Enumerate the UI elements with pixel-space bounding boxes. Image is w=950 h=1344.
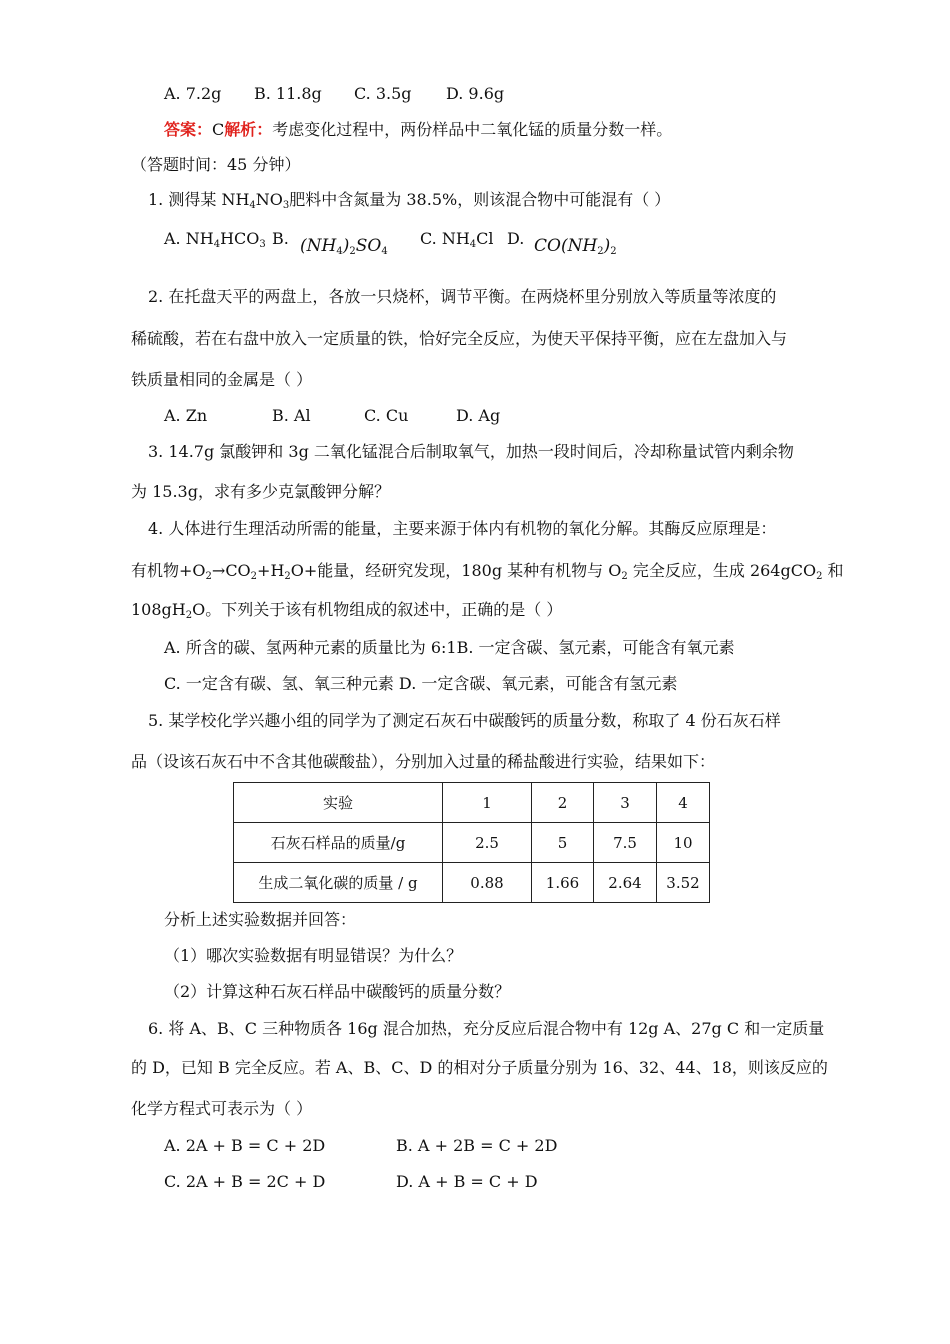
q0-option-a: A. 7.2g (164, 84, 222, 103)
q3-line-1: 3. 14.7g 氯酸钾和 3g 二氧化锰混合后制取氧气，加热一段时间后，冷却称量试管内剩余物 (148, 442, 794, 461)
answer-value: C (212, 120, 225, 139)
q6-line-3: 化学方程式可表示为（ ） (131, 1099, 313, 1118)
table-cell: 0.88 (443, 863, 532, 903)
q6-option-d: D. A + B = C + D (396, 1172, 538, 1191)
q1-option-b-label: B. (272, 229, 289, 248)
table-cell: 2.64 (594, 863, 657, 903)
q0-options (164, 84, 504, 104)
q6-line-1: 6. 将 A、B、C 三种物质各 16g 混合加热，充分反应后混合物中有 12g A、27g C 和一定质量 (148, 1019, 825, 1038)
table-header-cell: 2 (532, 783, 594, 823)
table-cell: 生成二氧化碳的质量 / g (234, 863, 443, 903)
q4-line-2: 有机物$+O_2\to CO_2+H_2O+$能量，经研究发现，180g 某种有机物与 $O_2$ 完全反应，生成 264gCO$_2$ 和 (131, 561, 844, 582)
answer-label: 答案： (164, 120, 213, 139)
analysis-label: 解析： (224, 120, 273, 139)
q6-option-b: B. A + 2B = C + 2D (396, 1136, 558, 1155)
q2-option-d: D. Ag (456, 406, 501, 425)
q2-options (164, 406, 500, 426)
q0-option-b: B. 11.8g (254, 84, 322, 103)
time-note: （答题时间：45 分钟） (131, 155, 301, 174)
q0-answer (164, 120, 672, 140)
q4-line-3: $108gH_2O$。下列关于该有机物组成的叙述中，正确的是（ ） (131, 600, 563, 621)
table-cell: 7.5 (594, 823, 657, 863)
q3-line-2: 为 15.3g，求有多少克氯酸钾分解？ (131, 482, 390, 501)
q6-line-2: 的 D，已知 B 完全反应。若 A、B、C、D 的相对分子质量分别为 16、32、44、18，则该反应的 (131, 1058, 828, 1077)
q6-option-c: C. 2A + B = 2C + D (164, 1172, 326, 1191)
table-cell: 3.52 (657, 863, 710, 903)
q5-line-2: 品（设该石灰石中不含其他碳酸盐），分别加入过量的稀盐酸进行实验，结果如下： (131, 752, 716, 771)
table-cell: 1.66 (532, 863, 594, 903)
q2-option-c: C. Cu (364, 406, 409, 425)
q1-option-b-formula: $(NH_4)_2SO_4$ (300, 236, 388, 257)
q5-prompt: 分析上述实验数据并回答： (164, 910, 357, 929)
q2-option-b: B. Al (272, 406, 311, 425)
q1-option-d-label: D. (507, 229, 525, 248)
q0-option-d: D. 9.6g (446, 84, 505, 103)
table-header-cell: 3 (594, 783, 657, 823)
q2-line-2: 稀硫酸，若在右盘中放入一定质量的铁，恰好完全反应，为使天平保持平衡，应在左盘加入与 (131, 329, 788, 348)
table-header-row (234, 783, 710, 823)
q4-options-cd: C. 一定含有碳、氢、氧三种元素 D. 一定含碳、氧元素，可能含有氢元素 (164, 674, 678, 693)
q2-line-3: 铁质量相同的金属是（ ） (131, 370, 313, 389)
table-header-cell: 实验 (234, 783, 443, 823)
table-cell: 5 (532, 823, 594, 863)
q1-option-a: A. $NH_4HCO_3$ (164, 229, 266, 250)
analysis-text: 考虑变化过程中，两份样品中二氧化锰的质量分数一样。 (272, 120, 673, 139)
q1-stem: 1. 测得某 $NH_4NO_3$肥料中含氮量为 38.5%，则该混合物中可能混有（ ） (148, 190, 671, 211)
q1-option-c: C. $NH_4Cl$ (420, 229, 494, 250)
table-row (234, 863, 710, 903)
table-row (234, 823, 710, 863)
q4-line-1: 4. 人体进行生理活动所需的能量，主要来源于体内有机物的氧化分解。其酶反应原理是： (148, 519, 777, 538)
table-cell: 石灰石样品的质量/g (234, 823, 443, 863)
table-cell: 10 (657, 823, 710, 863)
q0-option-c: C. 3.5g (354, 84, 412, 103)
q1-option-d-formula: $CO(NH_2)_2$ (534, 236, 617, 257)
table-cell: 2.5 (443, 823, 532, 863)
table-header-cell: 4 (657, 783, 710, 823)
q2-line-1: 2. 在托盘天平的两盘上，各放一只烧杯，调节平衡。在两烧杯里分别放入等质量等浓度的 (148, 287, 777, 306)
q6-option-a: A. 2A + B = C + 2D (164, 1136, 326, 1155)
q5-sub-question-1: （1）哪次实验数据有明显错误？为什么？ (164, 946, 463, 965)
q5-sub-question-2: （2）计算这种石灰石样品中碳酸钙的质量分数？ (164, 982, 511, 1001)
table-header-cell: 1 (443, 783, 532, 823)
q2-option-a: A. Zn (164, 406, 208, 425)
q5-line-1: 5. 某学校化学兴趣小组的同学为了测定石灰石中碳酸钙的质量分数，称取了 4 份石灰石样 (148, 711, 781, 730)
q4-options-ab: A. 所含的碳、氢两种元素的质量比为 6:1B. 一定含碳、氢元素，可能含有氧元素 (164, 638, 735, 657)
results-table (233, 782, 710, 903)
